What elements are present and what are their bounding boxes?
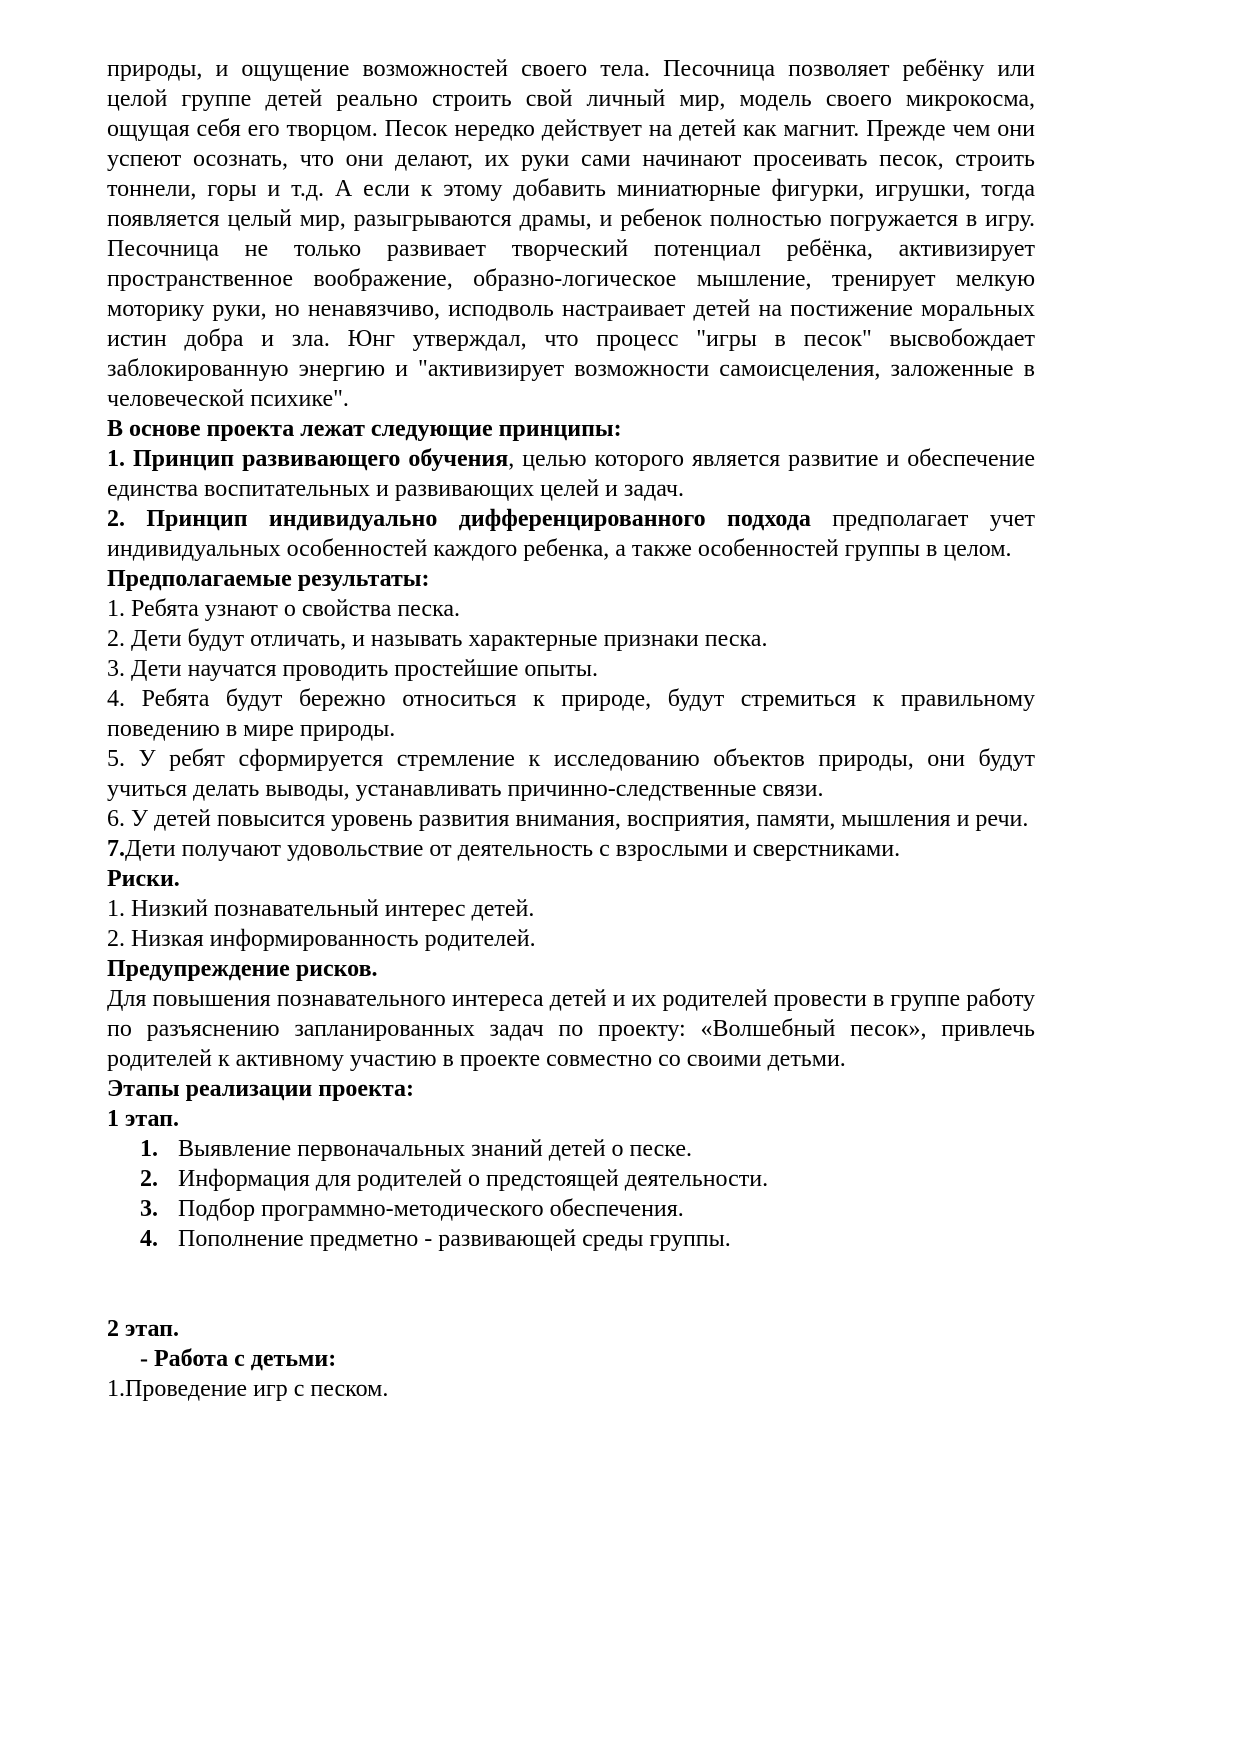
blank-lines xyxy=(107,1254,1035,1314)
list-item xyxy=(140,1164,1035,1194)
text-run: Информация для родителей о предстоящей деятельности. xyxy=(178,1166,769,1192)
text-run: В основе проекта лежат следующие принципы: xyxy=(107,416,622,442)
text-run: 2. Дети будут отличать, и называть характерные признаки песка. xyxy=(107,626,768,652)
text-run: 4. Ребята будут бережно относиться к природе, будут стремиться к правильному поведению в мире природы. xyxy=(107,686,1035,742)
paragraph xyxy=(107,804,1035,834)
heading xyxy=(107,864,1035,894)
paragraph xyxy=(107,684,1035,744)
text-run: , целью которого является развитие и обеспечение единства воспитательных и развивающих целей и задач. xyxy=(107,446,1035,502)
text-run: - Работа с детьми: xyxy=(140,1346,337,1372)
heading xyxy=(107,1074,1035,1104)
text-run: 2 этап. xyxy=(107,1316,179,1342)
text-run: Риски. xyxy=(107,866,180,892)
list-number: 1. xyxy=(140,1136,158,1162)
paragraph xyxy=(107,1374,1035,1404)
paragraph xyxy=(107,504,1035,564)
text-run: природы, и ощущение возможностей своего тела. Песочница позволяет ребёнку или целой группе детей реально строить свой личный мир, модель своего микрокосма, ощущая себя его творцом. Песок нередко действует на детей как магнит. Прежде чем они успеют осознать, что они делают, их руки сами начинают просеивать песок, строить тоннели, горы и т.д. А если к этому добавить миниатюрные фигурки, игрушки, тогда появляется целый мир, разыгрываются драмы, и ребенок полностью погружается в игру. Песочница не только развивает творческий потенциал ребёнка, активизирует пространственное воображение, образно-логическое мышление, тренирует мелкую моторику руки, но ненавязчиво, исподволь настраивает детей на постижение моральных истин добра и зла. Юнг утверждал, что процесс "игры в песок" высвобождает заблокированную энергию и "активизирует возможности самоисцеления, заложенные в человеческой психике". xyxy=(107,56,1035,412)
text-run: Для повышения познавательного интереса детей и их родителей провести в группе работу по разъяснению запланированных задач по проекту: «Волшебный песок», привлечь родителей к активному участию в проекте совместно со своими детьми. xyxy=(107,986,1035,1072)
paragraph xyxy=(107,624,1035,654)
list-item xyxy=(140,1134,1035,1164)
paragraph xyxy=(107,654,1035,684)
heading xyxy=(107,1314,1035,1344)
paragraph xyxy=(107,984,1035,1074)
text-run: предполагает учет индивидуальных особенностей каждого ребенка, а также особенностей группы в целом. xyxy=(107,506,1035,562)
text-run: Подбор программно-методического обеспечения. xyxy=(178,1196,684,1222)
text-run: Выявление первоначальных знаний детей о песке. xyxy=(178,1136,692,1162)
text-run: 2. Принцип индивидуально дифференцированного подхода xyxy=(107,506,811,532)
text-run: Этапы реализации проекта: xyxy=(107,1076,414,1102)
heading xyxy=(107,564,1035,594)
paragraph xyxy=(107,924,1035,954)
paragraph xyxy=(107,894,1035,924)
text-run: 1.Проведение игр с песком. xyxy=(107,1376,389,1402)
list-item xyxy=(140,1224,1035,1254)
paragraph xyxy=(107,54,1035,414)
text-run: 1. Ребята узнают о свойства песка. xyxy=(107,596,461,622)
list-item xyxy=(140,1194,1035,1224)
text-run: 2. Низкая информированность родителей. xyxy=(107,926,536,952)
text-run: 6. У детей повысится уровень развития внимания, восприятия, памяти, мышления и речи. xyxy=(107,806,1029,832)
text-run: 1. Принцип развивающего обучения xyxy=(107,446,509,472)
list-number: 3. xyxy=(140,1196,158,1222)
list-number: 2. xyxy=(140,1166,158,1192)
paragraph xyxy=(107,444,1035,504)
heading xyxy=(140,1344,1035,1374)
heading xyxy=(107,954,1035,984)
text-run: 1. Низкий познавательный интерес детей. xyxy=(107,896,535,922)
heading xyxy=(107,1104,1035,1134)
paragraph xyxy=(107,834,1035,864)
text-run: Пополнение предметно - развивающей среды группы. xyxy=(178,1226,731,1252)
paragraph xyxy=(107,744,1035,804)
text-run: Предупреждение рисков. xyxy=(107,956,378,982)
paragraph xyxy=(107,594,1035,624)
text-run: 1 этап. xyxy=(107,1106,179,1132)
text-run: 7. xyxy=(107,836,125,862)
text-run: Предполагаемые результаты: xyxy=(107,566,430,592)
text-run: 3. Дети научатся проводить простейшие опыты. xyxy=(107,656,598,682)
text-run: 5. У ребят сформируется стремление к исследованию объектов природы, они будут учиться делать выводы, устанавливать причинно-следственные связи. xyxy=(107,746,1035,802)
text-run: Дети получают удовольствие от деятельность с взрослыми и сверстниками. xyxy=(125,836,901,862)
heading xyxy=(107,414,1035,444)
list-number: 4. xyxy=(140,1226,158,1252)
